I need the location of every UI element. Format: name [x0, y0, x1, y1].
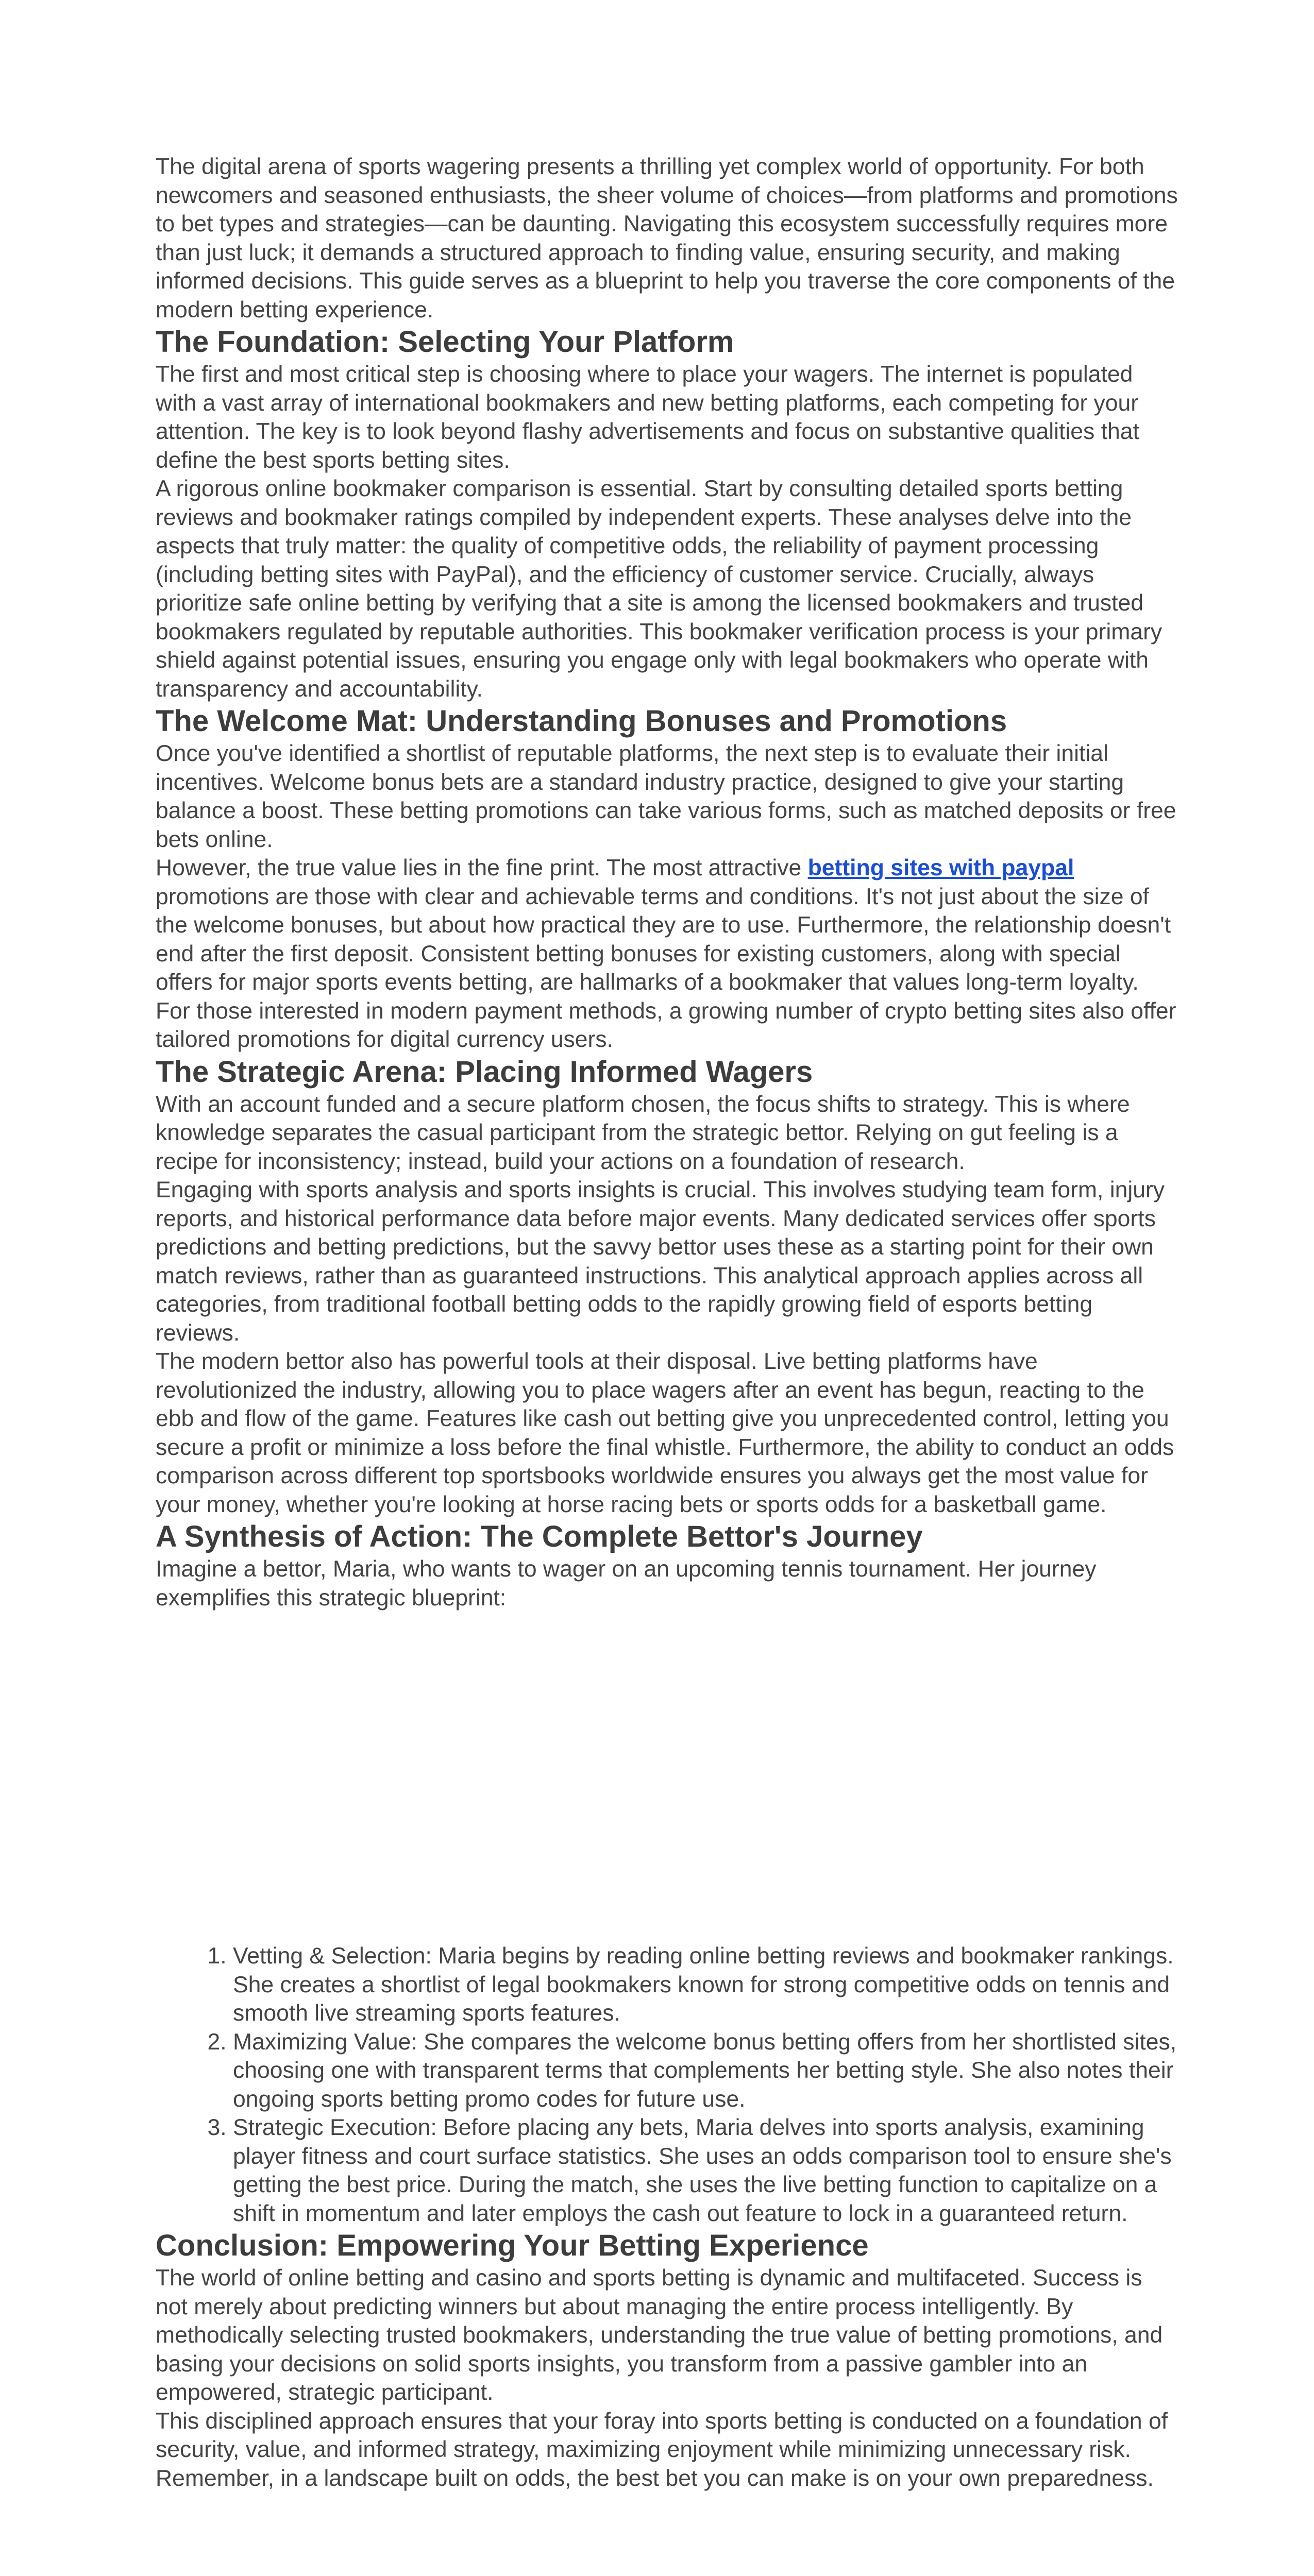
text: promotions are those with clear and achievable terms and conditions. It's not just about the size of the welcome bonuses, but about how practical they are to use. Furthermore, the relationship doesn't end after the first deposit. Consistent betting bonuses for existing customers, along with special offers for major sports events betting, are hallmarks of a bookmaker that values long-term loyalty. For those interested in modern payment methods, a growing number of crypto betting sites also offer tailored promotions for digital currency users. [156, 884, 1176, 1052]
paragraph-with-link [156, 854, 1178, 1054]
paragraph: This disciplined approach ensures that your foray into sports betting is conducted on a foundation of security, value, and informed strategy, maximizing enjoyment while minimizing unnecessary risk. Remember, in a landscape built on odds, the best bet you can make is on your own preparedness. [156, 2408, 1168, 2491]
text: However, the true value lies in the fine print. The most attractive [156, 855, 808, 880]
paragraph: With an account funded and a secure platform chosen, the focus shifts to strategy. This is where knowledge separates the casual participant from the strategic bettor. Relying on gut feeling is a recipe for inconsistency; instead, build your actions on a foundation of research. [156, 1091, 1130, 1174]
section-heading-bonuses: The Welcome Mat: Understanding Bonuses and Promotions [156, 704, 1007, 738]
section-heading-conclusion: Conclusion: Empowering Your Betting Experience [156, 2229, 869, 2262]
section-heading-strategy: The Strategic Arena: Placing Informed Wagers [156, 1055, 813, 1089]
intro-paragraph: The digital arena of sports wagering presents a thrilling yet complex world of opportunity. For both newcomers and seasoned enthusiasts, the sheer volume of choices—from platforms and promotions to bet types and strategies—can be daunting. Navigating this ecosystem successfully requires more than just luck; it demands a structured approach to finding value, ensuring security, and making informed decisions. This guide serves as a blueprint to help you traverse the core components of the modern betting experience. [156, 154, 1178, 323]
image-placeholder [156, 1612, 1178, 1942]
paragraph: The modern bettor also has powerful tools at their disposal. Live betting platforms have revolutionized the industry, allowing you to place wagers after an event has begun, reacting to the ebb and flow of the game. Features like cash out betting give you unprecedented control, letting you secure a profit or minimize a loss before the final whistle. Furthermore, the ability to conduct an odds comparison across different top sportsbooks worldwide ensures you always get the most value for your money, whether you're looking at horse racing bets or sports odds for a basketball game. [156, 1349, 1174, 1517]
betting-sites-paypal-link[interactable]: betting sites with paypal [807, 855, 1074, 880]
section-heading-platform: The Foundation: Selecting Your Platform [156, 325, 734, 359]
paragraph: A rigorous online bookmaker comparison is essential. Start by consulting detailed sports betting reviews and bookmaker ratings compiled by independent experts. These analyses delve into the aspects that truly matter: the quality of competitive odds, the reliability of payment processing (including betting sites with PayPal), and the efficiency of customer service. Crucially, always prioritize safe online betting by verifying that a site is among the licensed bookmakers and trusted bookmakers regulated by reputable authorities. This bookmaker verification process is your primary shield against potential issues, ensuring you engage only with legal bookmakers who operate with transparency and accountability. [156, 476, 1163, 702]
paragraph: The world of online betting and casino and sports betting is dynamic and multifaceted. Success is not merely about predicting winners but about managing the entire process intelligently. By methodically selecting trusted bookmakers, understanding the true value of betting promotions, and basing your decisions on solid sports insights, you transform from a passive gambler into an empowered, strategic participant. [156, 2265, 1163, 2405]
journey-steps-list [156, 1942, 1178, 2228]
paragraph: Engaging with sports analysis and sports insights is crucial. This involves studying team form, injury reports, and historical performance data before major events. Many dedicated services offer sports predictions and betting predictions, but the savvy bettor uses these as a starting point for their own match reviews, rather than as guaranteed instructions. This analytical approach applies across all categories, from traditional football betting odds to the rapidly growing field of esports betting reviews. [156, 1177, 1165, 1346]
paragraph: Imagine a bettor, Maria, who wants to wager on an upcoming tennis tournament. Her journey exemplifies this strategic blueprint: [156, 1556, 1097, 1611]
list-item: 1. Vetting & Selection: Maria begins by reading online betting reviews and bookmaker rankings. She creates a shortlist of legal bookmakers known for strong competitive odds on tennis and smooth live streaming sports features. [233, 1942, 1178, 2028]
paragraph: The first and most critical step is choosing where to place your wagers. The internet is populated with a vast array of international bookmakers and new betting platforms, each competing for your attention. The key is to look beyond flashy advertisements and focus on substantive qualities that define the best sports betting sites. [156, 362, 1139, 473]
paragraph: Once you've identified a shortlist of reputable platforms, the next step is to evaluate their initial incentives. Welcome bonus bets are a standard industry practice, designed to give your starting balance a boost. These betting promotions can take various forms, such as matched deposits or free bets online. [156, 741, 1176, 852]
list-item: 2. Maximizing Value: She compares the welcome bonus betting offers from her shortlisted sites, choosing one with transparent terms that complements her betting style. She also notes their ongoing sports betting promo codes for future use. [233, 2028, 1178, 2114]
section-heading-journey: A Synthesis of Action: The Complete Bettor's Journey [156, 1520, 923, 1553]
list-item: 3. Strategic Execution: Before placing any bets, Maria delves into sports analysis, examining player fitness and court surface statistics. She uses an odds comparison tool to ensure she's getting the best price. During the match, she uses the live betting function to capitalize on a shift in momentum and later employs the cash out feature to lock in a guaranteed return. [233, 2113, 1178, 2228]
